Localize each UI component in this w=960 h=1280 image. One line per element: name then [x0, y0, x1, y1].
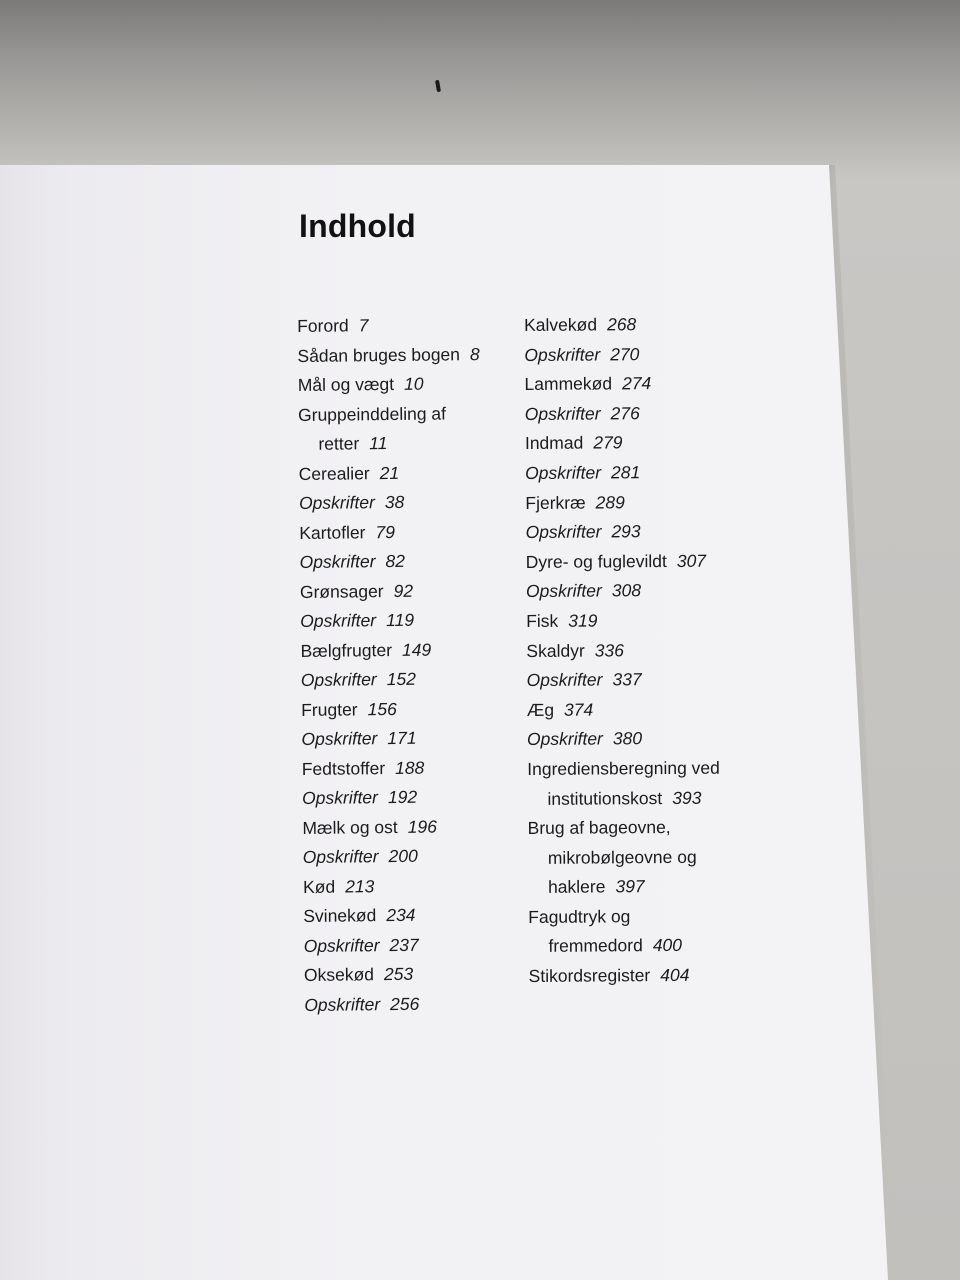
- toc-entry-page-number: 293: [611, 521, 641, 542]
- toc-entry-page-number: 307: [676, 550, 707, 571]
- toc-entry-title: Lammekød: [524, 373, 613, 395]
- toc-entry-title: Mål og vægt: [297, 373, 395, 395]
- toc-entry-title: Kød: [302, 876, 336, 897]
- toc-entry: [300, 634, 560, 666]
- toc-entry: [304, 988, 564, 1020]
- toc-entry: [299, 545, 559, 577]
- toc-entry-title: Opskrifter: [304, 993, 381, 1015]
- toc-entry-title: Kartofler: [299, 521, 366, 543]
- toc-entry-page-number: 213: [345, 875, 375, 897]
- toc-entry-page-number: 192: [387, 786, 418, 808]
- toc-entry-page-number: 119: [385, 609, 415, 631]
- toc-entry-page-number: 336: [594, 639, 625, 661]
- toc-entry: [304, 958, 564, 990]
- toc-entry: [297, 309, 557, 341]
- toc-entry: [303, 840, 563, 872]
- toc-entry-page-number: 400: [652, 935, 683, 956]
- toc-entry-page-number: 279: [593, 432, 623, 453]
- toc-entry-title: Oksekød: [303, 964, 375, 985]
- toc-entry-title: Grønsager: [299, 580, 384, 602]
- toc-entry-title: Fagudtryk og: [528, 906, 631, 927]
- toc-entry: [528, 931, 788, 962]
- toc-entry: [525, 398, 785, 429]
- toc-entry-title: Opskrifter: [300, 669, 377, 690]
- toc-entry: [526, 546, 786, 577]
- toc-entry: [303, 899, 563, 931]
- toc-entry-page-number: 253: [383, 963, 414, 985]
- toc-entry-title: Cerealier: [298, 462, 370, 484]
- toc-entry: [524, 339, 784, 370]
- toc-entry: [303, 929, 563, 961]
- toc-entry-page-number: 393: [672, 787, 702, 808]
- toc-entry-title: Opskrifter: [525, 521, 602, 543]
- toc-entry: [527, 723, 787, 754]
- toc-entry-title: Opskrifter: [299, 551, 376, 572]
- toc-entry-title: retter: [318, 433, 360, 454]
- toc-entry: [302, 811, 562, 843]
- toc-entry-title: Brug af bageovne,: [527, 817, 671, 839]
- toc-entry: [528, 842, 788, 873]
- toc-entry-title: fremmedord: [548, 935, 643, 957]
- toc-entry-title: Svinekød: [303, 905, 377, 926]
- toc-entry-page-number: 276: [610, 402, 640, 424]
- toc-entry-page-number: 374: [563, 699, 594, 720]
- toc-entry-page-number: 270: [610, 343, 640, 364]
- toc-entry-page-number: 21: [379, 462, 400, 483]
- toc-entry-page-number: 200: [388, 845, 418, 867]
- toc-entry: [526, 576, 786, 607]
- toc-entry-page-number: 10: [403, 373, 424, 394]
- toc-entry: [298, 427, 558, 459]
- toc-entry-page-number: 152: [386, 668, 417, 690]
- background-mark: [435, 80, 441, 93]
- toc-entry-page-number: 149: [401, 639, 432, 660]
- toc-entry-title: Gruppeinddeling af: [297, 402, 447, 425]
- toc-entry: [527, 783, 787, 814]
- toc-entry-page-number: 397: [615, 876, 645, 897]
- toc-entry: [526, 664, 786, 695]
- toc-entry-page-number: 319: [568, 610, 598, 631]
- toc-entry-title: Indmad: [524, 432, 584, 454]
- toc-entry-page-number: 196: [407, 816, 438, 837]
- toc-entry: [524, 368, 784, 399]
- toc-entry-title: Fedtstoffer: [301, 757, 386, 779]
- toc-entry-title: Frugter: [301, 698, 358, 720]
- toc-entry-title: Opskrifter: [526, 728, 603, 750]
- toc-entry-title: Æg: [526, 699, 555, 720]
- toc-entry-page-number: 237: [389, 934, 419, 955]
- toc-entry-title: Opskrifter: [303, 934, 380, 956]
- toc-entry: [528, 812, 788, 843]
- toc-entry-page-number: 274: [621, 373, 652, 394]
- toc-entry-page-number: 281: [610, 462, 641, 483]
- toc-entry-page-number: 171: [387, 727, 417, 749]
- toc-entry-title: Sådan bruges bogen: [297, 343, 461, 366]
- toc-entry-title: Forord: [297, 315, 349, 336]
- toc-entry: [302, 781, 562, 813]
- toc-entry-title: mikrobølgeovne og: [547, 846, 697, 868]
- toc-entry: [525, 516, 785, 547]
- toc-entry-page-number: 156: [367, 698, 397, 719]
- toc-entry-page-number: 7: [358, 315, 369, 336]
- toc-entry-page-number: 256: [390, 993, 420, 1014]
- toc-entry: [301, 663, 561, 695]
- toc-entry: [299, 457, 559, 489]
- toc-entry: [528, 871, 788, 902]
- toc-entry-title: Opskrifter: [524, 344, 601, 365]
- toc-entry-page-number: 188: [395, 757, 425, 778]
- toc-entry: [297, 339, 557, 371]
- toc-entry: [528, 901, 788, 932]
- toc-entry: [525, 487, 785, 518]
- toc-entry: [526, 635, 786, 666]
- toc-entry: [301, 693, 561, 725]
- toc-entry-page-number: 268: [606, 314, 637, 335]
- toc-entry: [525, 428, 785, 459]
- toc-entry-page-number: 337: [612, 669, 642, 690]
- toc-entry: [300, 575, 560, 607]
- toc-entry-title: Ingrediensberegning ved: [527, 757, 720, 779]
- toc-entry-title: Opskrifter: [525, 580, 602, 602]
- toc-entry: [299, 486, 559, 518]
- toc-entry-page-number: 79: [375, 521, 396, 542]
- toc-entry-page-number: 38: [384, 491, 405, 513]
- toc-entry: [527, 753, 787, 784]
- toc-entry-title: Skaldyr: [526, 640, 585, 661]
- toc-entry-title: Stikordsregister: [528, 965, 651, 987]
- toc-entry-page-number: 404: [660, 964, 690, 986]
- toc-entry: [302, 752, 562, 784]
- toc-entry-page-number: 380: [612, 728, 643, 749]
- toc-entry-title: Opskrifter: [301, 728, 378, 749]
- toc-entry: [303, 870, 563, 902]
- toc-entry: [529, 960, 789, 991]
- toc-entry-title: Opskrifter: [525, 462, 602, 483]
- toc-right-column: [524, 309, 789, 991]
- toc-entry-title: Fisk: [526, 610, 559, 631]
- toc-entry: [298, 398, 558, 430]
- page-title: Indhold: [299, 208, 416, 244]
- toc-entry-title: haklere: [547, 876, 606, 898]
- toc-entry: [524, 309, 784, 340]
- toc-entry-page-number: 234: [386, 904, 416, 926]
- toc-entry-title: Opskrifter: [526, 669, 603, 691]
- toc-entry-title: Opskrifter: [524, 403, 601, 424]
- toc-entry-title: Opskrifter: [301, 787, 379, 808]
- toc-entry-page-number: 289: [595, 491, 625, 513]
- toc-entry: [300, 604, 560, 636]
- toc-entry: [298, 368, 558, 400]
- toc-entry-page-number: 11: [369, 433, 388, 454]
- toc-entry-title: Kalvekød: [524, 314, 598, 335]
- toc-entry: [525, 457, 785, 488]
- toc-entry-page-number: 308: [611, 580, 642, 601]
- toc-entry: [299, 516, 559, 548]
- toc-entry-title: Mælk og ost: [302, 816, 398, 838]
- toc-entry: [526, 605, 786, 636]
- toc-entry-title: Dyre- og fuglevildt: [525, 550, 667, 572]
- toc-entry-page-number: 92: [393, 580, 414, 601]
- toc-entry-title: Opskrifter: [298, 492, 375, 513]
- toc-entry-title: Fjerkræ: [525, 492, 586, 513]
- toc-entry: [527, 694, 787, 725]
- toc-entry-page-number: 82: [385, 550, 406, 572]
- toc-entry-page-number: 8: [469, 343, 480, 364]
- toc-entry-title: Opskrifter: [302, 846, 379, 867]
- toc-entry-title: institutionskost: [547, 787, 663, 809]
- toc-entry: [301, 722, 561, 754]
- toc-entry-title: Bælgfrugter: [300, 639, 393, 661]
- toc-entry-title: Opskrifter: [300, 610, 377, 631]
